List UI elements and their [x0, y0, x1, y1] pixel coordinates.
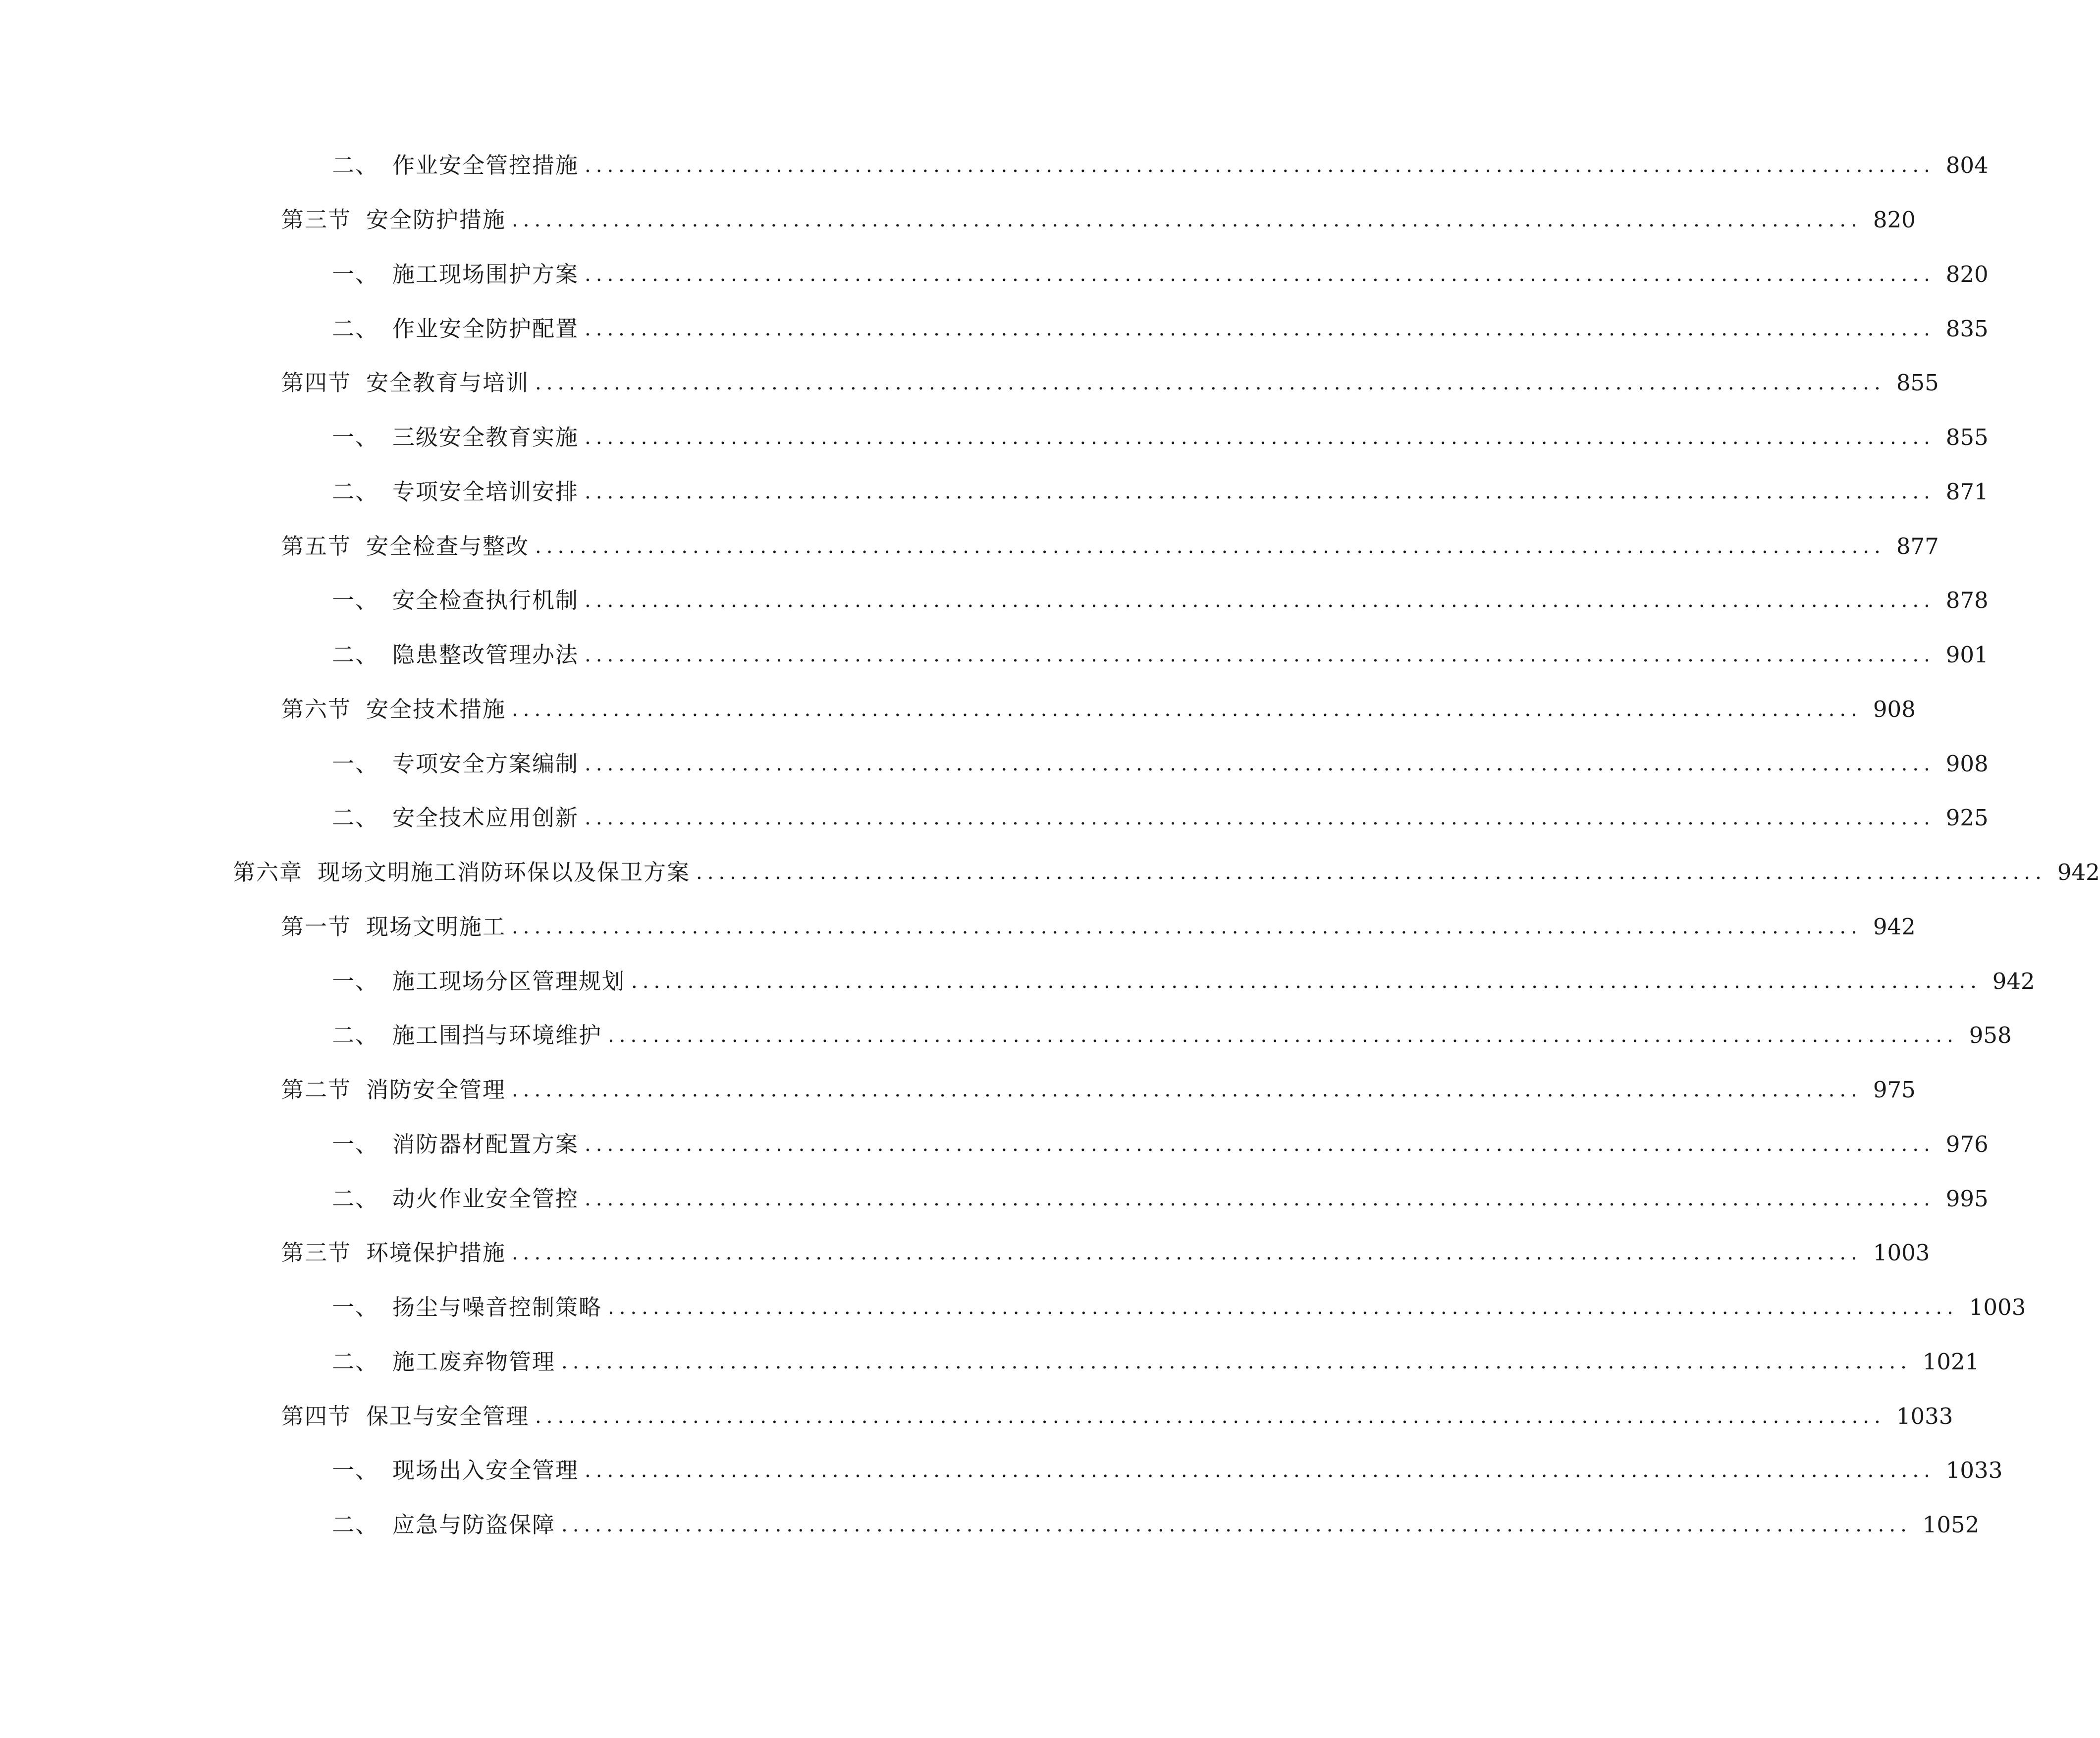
toc-entry-title: 安全技术应用创新 [392, 805, 579, 831]
toc-entry-number: 一、 [332, 1131, 379, 1157]
toc-leader-dots: ........................................................................................................................ [631, 970, 1982, 993]
toc-entry-number: 一、 [332, 1294, 379, 1320]
toc-entry[interactable] [281, 527, 1939, 566]
toc-entry-page: 942 [2057, 859, 2100, 885]
toc-entry-number: 一、 [332, 587, 379, 613]
toc-entry-title: 安全防护措施 [366, 207, 506, 233]
toc-entry-number: 一、 [332, 261, 379, 287]
toc-entry[interactable] [281, 907, 1916, 947]
toc-entry-title: 安全检查执行机制 [392, 587, 579, 613]
toc-entry-number: 二、 [332, 1349, 379, 1375]
toc-leader-dots: ........................................................................................................................ [696, 861, 2046, 884]
toc-entry-number: 第三节 [281, 207, 352, 233]
toc-leader-dots: ........................................................................................................................ [535, 372, 1885, 394]
toc-entry[interactable] [281, 200, 1916, 240]
toc-entry[interactable] [332, 635, 1989, 675]
toc-entry-number: 第二节 [281, 1077, 352, 1103]
toc-entry-title: 扬尘与噪音控制策略 [392, 1294, 602, 1320]
toc-leader-dots: ........................................................................................................................ [585, 1459, 1935, 1482]
toc-entry[interactable] [332, 744, 1989, 784]
toc-entry-number: 第四节 [281, 1403, 352, 1429]
toc-entry-number: 第一节 [281, 914, 352, 940]
toc-entry-page: 820 [1873, 207, 1916, 233]
toc-leader-dots: ........................................................................................................................ [585, 1188, 1935, 1210]
toc-entry-page: 835 [1945, 316, 1989, 342]
toc-entry-number: 二、 [332, 1186, 379, 1212]
toc-leader-dots: ........................................................................................................................ [561, 1351, 1912, 1373]
toc-entry-number: 二、 [332, 1512, 379, 1538]
toc-leader-dots: ........................................................................................................................ [512, 209, 1862, 231]
toc-entry-title: 作业安全防护配置 [392, 316, 579, 342]
toc-entry-title: 现场文明施工消防环保以及保卫方案 [318, 859, 691, 885]
toc-entry-page: 1052 [1922, 1512, 1980, 1538]
toc-entry-title: 专项安全培训安排 [392, 479, 579, 505]
toc-entry-page: 908 [1873, 696, 1916, 722]
toc-entry-page: 925 [1945, 805, 1989, 831]
toc-entry-page: 958 [1969, 1022, 2012, 1048]
toc-entry[interactable] [332, 146, 1989, 185]
toc-entry-title: 安全检查与整改 [366, 533, 530, 559]
toc-entry-page: 975 [1873, 1077, 1916, 1103]
toc-entry-number: 第三节 [281, 1240, 352, 1266]
toc-entry-title: 保卫与安全管理 [366, 1403, 530, 1429]
toc-entry[interactable] [332, 1505, 1980, 1545]
toc-entry-number: 一、 [332, 424, 379, 450]
toc-entry-title: 专项安全方案编制 [392, 751, 579, 777]
toc-entry[interactable] [332, 581, 1989, 620]
toc-entry-title: 安全教育与培训 [366, 370, 530, 396]
toc-entry-title: 消防器材配置方案 [392, 1131, 579, 1157]
toc-entry-number: 一、 [332, 751, 379, 777]
toc-entry[interactable] [281, 1233, 1930, 1273]
toc-entry-title: 三级安全教育实施 [392, 424, 579, 450]
toc-entry-page: 995 [1945, 1186, 1989, 1212]
toc-entry-title: 现场文明施工 [366, 914, 506, 940]
toc-leader-dots: ........................................................................................................................ [608, 1296, 1958, 1319]
toc-entry[interactable] [332, 1179, 1989, 1219]
toc-leader-dots: ........................................................................................................................ [512, 1079, 1862, 1101]
toc-entry-title: 动火作业安全管控 [392, 1186, 579, 1212]
toc-leader-dots: ........................................................................................................................ [585, 807, 1935, 829]
toc-leader-dots: ........................................................................................................................ [585, 426, 1935, 449]
toc-entry-number: 二、 [332, 316, 379, 342]
toc-entry-title: 施工现场分区管理规划 [392, 968, 626, 994]
toc-entry-title: 应急与防盗保障 [392, 1512, 556, 1538]
toc-entry-title: 安全技术措施 [366, 696, 506, 722]
toc-entry-page: 976 [1945, 1131, 1989, 1157]
toc-entry-number: 二、 [332, 805, 379, 831]
toc-entry-page: 1021 [1922, 1349, 1980, 1375]
toc-leader-dots: ........................................................................................................................ [585, 481, 1935, 503]
toc-entry-number: 二、 [332, 479, 379, 505]
toc-leader-dots: ........................................................................................................................ [608, 1024, 1958, 1047]
toc-entry-page: 1003 [1969, 1294, 2026, 1320]
toc-entry-number: 第五节 [281, 533, 352, 559]
toc-leader-dots: ........................................................................................................................ [512, 698, 1862, 721]
toc-entry-page: 942 [1992, 968, 2035, 994]
toc-entry-page: 878 [1945, 587, 1989, 613]
toc-leader-dots: ........................................................................................................................ [585, 263, 1935, 286]
toc-entry[interactable] [332, 472, 1989, 512]
toc-entry-title: 施工围挡与环境维护 [392, 1022, 602, 1048]
toc-entry[interactable] [281, 1397, 1953, 1436]
toc-entry-number: 第六节 [281, 696, 352, 722]
toc-entry-page: 855 [1896, 370, 1939, 396]
toc-entry-page: 820 [1945, 261, 1989, 287]
toc-entry-title: 施工现场围护方案 [392, 261, 579, 287]
toc-entry[interactable] [332, 1342, 1980, 1382]
toc-entry-number: 二、 [332, 152, 379, 178]
toc-entry-page: 804 [1945, 152, 1989, 178]
toc-entry[interactable] [233, 853, 2100, 892]
toc-entry-page: 871 [1945, 479, 1989, 505]
toc-entry-page: 1003 [1873, 1240, 1930, 1266]
toc-entry-page: 908 [1945, 751, 1989, 777]
toc-entry[interactable] [332, 962, 2035, 1001]
toc-entry-title: 现场出入安全管理 [392, 1457, 579, 1483]
toc-entry-title: 施工废弃物管理 [392, 1349, 556, 1375]
toc-entry-title: 环境保护措施 [366, 1240, 506, 1266]
toc-entry[interactable] [332, 1288, 2026, 1327]
toc-leader-dots: ........................................................................................................................ [585, 589, 1935, 612]
toc-entry[interactable] [332, 255, 1989, 294]
toc-entry[interactable] [332, 1016, 2012, 1055]
toc-leader-dots: ........................................................................................................................ [585, 644, 1935, 666]
toc-entry-number: 第六章 [233, 859, 303, 885]
toc-entry[interactable] [332, 1451, 2003, 1490]
toc-entry[interactable] [281, 1070, 1916, 1110]
toc-entry-page: 855 [1945, 424, 1989, 450]
toc-entry[interactable] [332, 309, 1989, 349]
toc-leader-dots: ........................................................................................................................ [561, 1514, 1912, 1536]
toc-entry[interactable] [281, 690, 1916, 729]
toc-entry-number: 第四节 [281, 370, 352, 396]
toc-entry-page: 901 [1945, 642, 1989, 668]
toc-entry-title: 消防安全管理 [366, 1077, 506, 1103]
toc-leader-dots: ........................................................................................................................ [535, 1405, 1885, 1428]
toc-entry-page: 942 [1873, 914, 1916, 940]
toc-entry-page: 1033 [1945, 1457, 2003, 1483]
toc-entry[interactable] [332, 798, 1989, 838]
toc-entry-title: 隐患整改管理办法 [392, 642, 579, 668]
toc-leader-dots: ........................................................................................................................ [585, 154, 1935, 177]
toc-leader-dots: ........................................................................................................................ [512, 916, 1862, 938]
toc-entry-title: 作业安全管控措施 [392, 152, 579, 178]
toc-entry[interactable] [281, 363, 1939, 403]
toc-leader-dots: ........................................................................................................................ [585, 1133, 1935, 1156]
toc-entry-number: 二、 [332, 642, 379, 668]
toc-leader-dots: ........................................................................................................................ [535, 535, 1885, 558]
toc-entry-page: 877 [1896, 533, 1939, 559]
toc-leader-dots: ........................................................................................................................ [585, 753, 1935, 775]
toc-leader-dots: ........................................................................................................................ [512, 1242, 1862, 1264]
toc-leader-dots: ........................................................................................................................ [585, 318, 1935, 340]
toc-entry[interactable] [332, 418, 1989, 457]
toc-entry-number: 二、 [332, 1022, 379, 1048]
toc-entry-number: 一、 [332, 1457, 379, 1483]
toc-entry[interactable] [332, 1125, 1989, 1164]
toc-entry-number: 一、 [332, 968, 379, 994]
toc-entry-page: 1033 [1896, 1403, 1953, 1429]
